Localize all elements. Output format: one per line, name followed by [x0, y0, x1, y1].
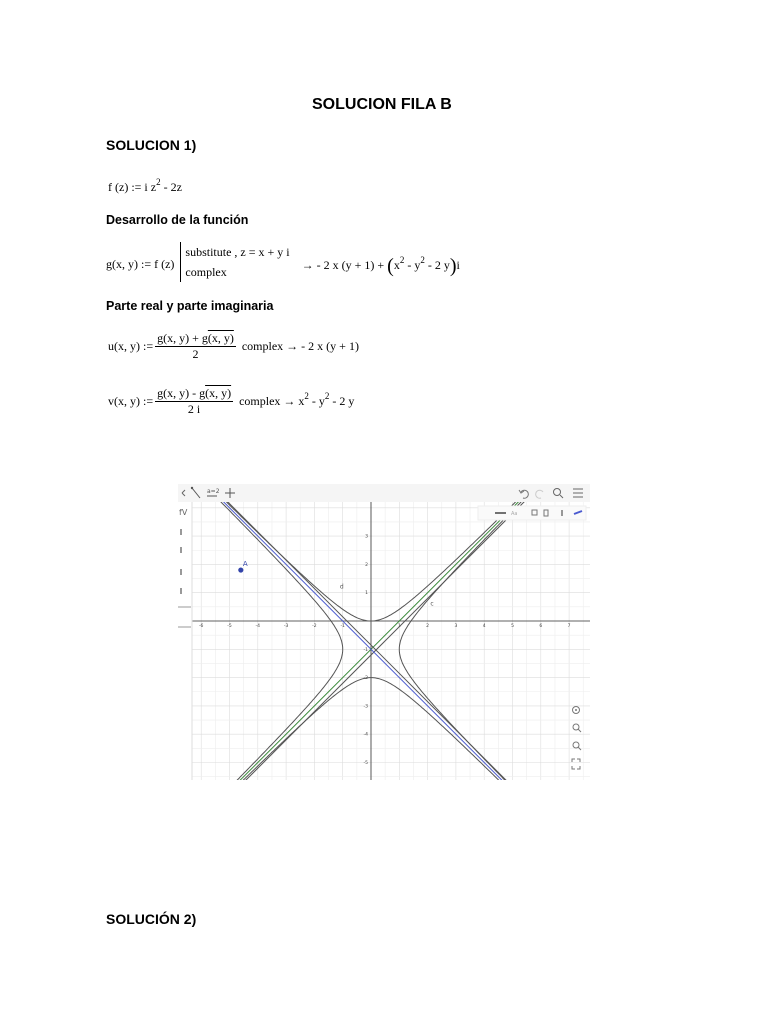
v-fraction [155, 386, 233, 417]
algebra-panel [178, 502, 192, 780]
y-tick-label: -1 [363, 647, 368, 653]
u-definition [108, 331, 359, 362]
u-conj: (x, y) [207, 331, 234, 345]
v-x-exp: 2 [304, 391, 309, 401]
g-definition [106, 242, 460, 282]
x-tick-label: -5 [227, 624, 232, 629]
y-tick-label: -2 [363, 676, 368, 682]
u-fraction [155, 331, 236, 362]
subheading-desarrollo: Desarrollo de la función [106, 213, 249, 227]
style-bar [478, 506, 586, 520]
slider-icon[interactable] [207, 488, 220, 496]
x-tick-label: 7 [567, 624, 571, 629]
x-tick-label: -3 [283, 624, 289, 629]
geogebra-graph [178, 484, 590, 780]
x-tick-label: 2 [426, 624, 430, 629]
f-exp: 2 [156, 177, 161, 187]
subheading-parte: Parte real y parte imaginaria [106, 299, 274, 313]
v-numerator: g(x, y) - g [157, 386, 206, 400]
section-heading-1: SOLUCION 1) [106, 137, 197, 153]
v-denominator: 2 i [187, 402, 201, 416]
x-tick-label: -6 [198, 624, 204, 629]
g-lhs: (x, y) := f (z) [112, 256, 175, 271]
g-directives [180, 242, 289, 282]
g-result-real: → - 2 x (y + 1) + [301, 257, 385, 272]
g-x: x [393, 257, 400, 272]
x-tick-label: 5 [511, 624, 514, 629]
point-a-label: A [242, 560, 248, 569]
x-tick-label: 3 [454, 624, 458, 629]
x-tick-label: 6 [539, 624, 543, 629]
g-y: - y [404, 257, 421, 272]
v-y-exp: 2 [324, 391, 330, 401]
g-substitute: substitute , z = x + y i [185, 245, 290, 259]
g-y-exp: 2 [420, 254, 425, 265]
v-definition [108, 386, 354, 417]
y-tick-label: -3 [363, 704, 368, 710]
f-lhs: f (z) := [108, 180, 142, 194]
section-heading-2: SOLUCIÓN 2) [106, 911, 197, 927]
v-rhs-y: - y [308, 394, 325, 408]
y-tick-label: 2 [365, 562, 368, 568]
u-rhs: complex → - 2 x (y + 1) [241, 339, 359, 353]
g-2y: - 2 y [424, 257, 450, 272]
v-rhs-2y: - 2 y [329, 394, 355, 408]
g-x-exp: 2 [399, 254, 405, 265]
v-lhs: v(x, y) := [108, 394, 154, 408]
f-definition [108, 177, 182, 195]
u-denominator: 2 [192, 347, 199, 361]
x-tick-label: -1 [340, 624, 345, 629]
g-result: → - 2 x $(y + 1) + (x^2 - y^2 - 2$ y)i [301, 254, 460, 277]
y-tick-label: -4 [363, 732, 368, 738]
y-tick-label: 1 [365, 591, 368, 597]
v-rhs [239, 391, 355, 409]
y-tick-label: -5 [363, 761, 368, 766]
graph-canvas [178, 484, 590, 780]
g-i: i [456, 257, 460, 272]
u-lhs: u(x, y) := [108, 339, 154, 353]
curve-label-d: d [339, 583, 344, 591]
g-symbol: g [106, 256, 112, 271]
x-tick-label: -2 [312, 624, 317, 629]
curve-label-c: c [430, 600, 434, 608]
page-title: SOLUCION FILA B [312, 96, 452, 113]
u-numerator: g(x, y) + g [157, 331, 208, 345]
g-complex: complex [185, 265, 227, 279]
x-tick-label: 1 [397, 624, 401, 629]
x-tick-label: 4 [482, 624, 486, 629]
v-conj: (x, y) [205, 386, 232, 400]
x-tick-label: -4 [255, 624, 261, 629]
f-rhs: i z [144, 180, 157, 194]
algebra-label: fV [179, 508, 188, 517]
v-rhs-x: complex → x [239, 394, 305, 408]
svg-text:a=2: a=2 [207, 488, 220, 495]
f-rhs-tail: - 2z [160, 180, 182, 194]
y-tick-label: 3 [365, 534, 368, 540]
label-style-icon[interactable]: Aa [511, 511, 518, 517]
